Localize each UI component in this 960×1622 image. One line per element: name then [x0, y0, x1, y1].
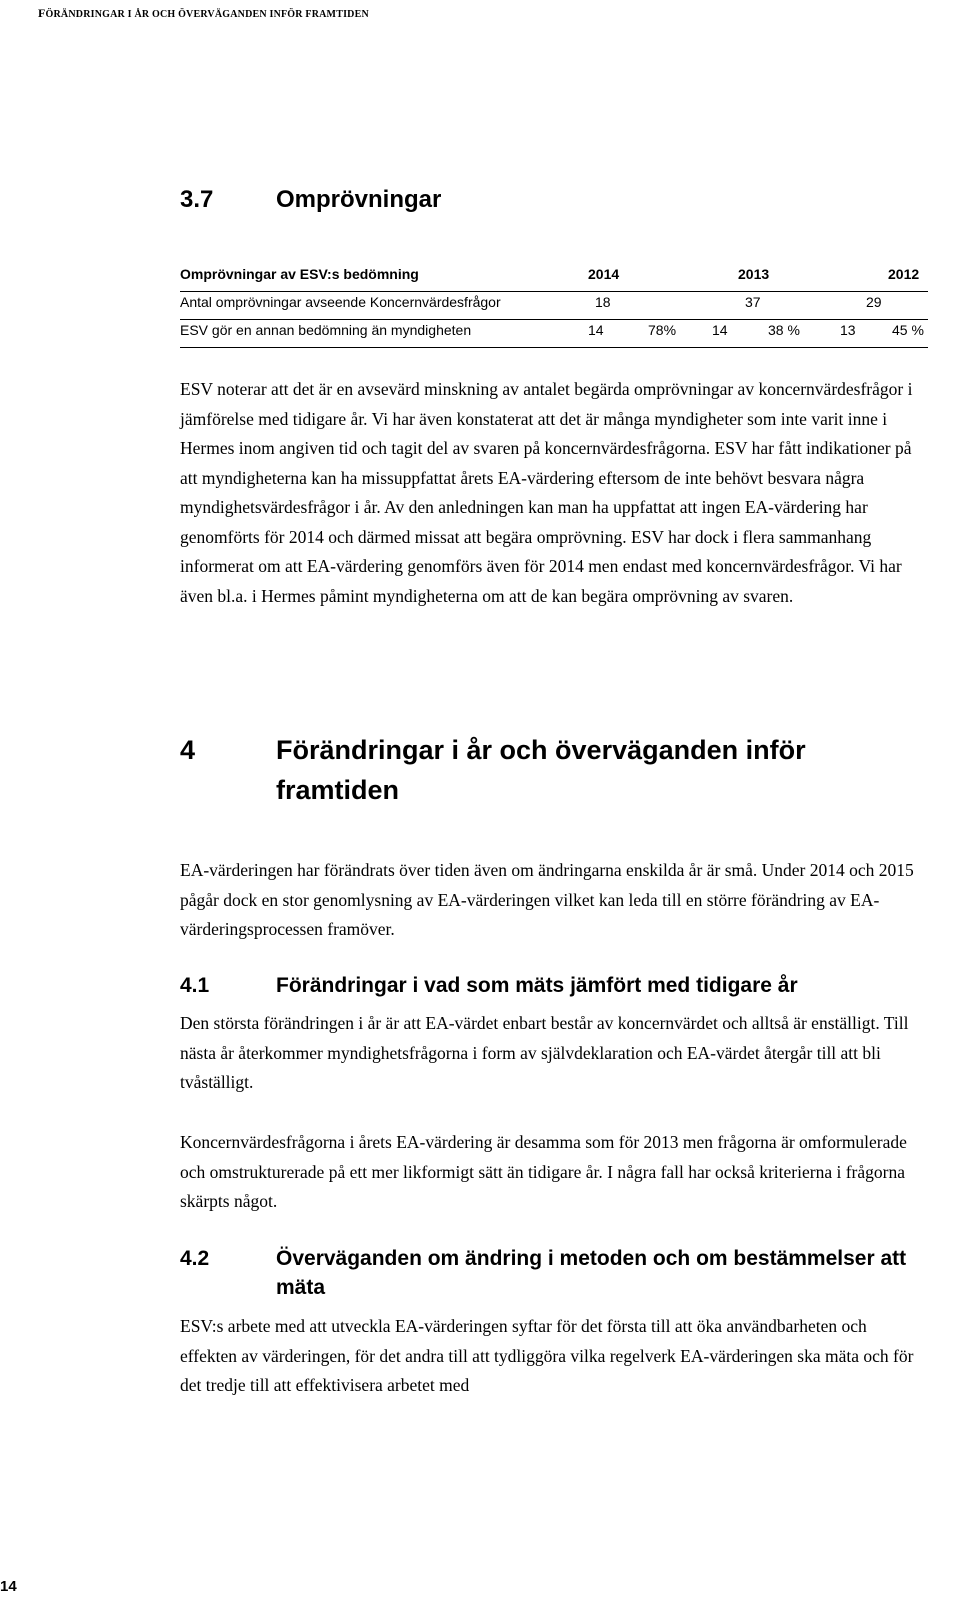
running-header	[38, 6, 369, 21]
table-header-row	[180, 264, 928, 292]
paragraph-esv-work: ESV:s arbete med att utveckla EA-värderingen syftar för det första till att öka användbarheten och effekten av värderingen, för det andra till att tydliggöra vilka regelverk EA-värderingen ska mäta och för det tredje till att effektivisera arbetet med	[180, 1316, 914, 1395]
section-number: 3.7	[180, 186, 214, 213]
table-cell: 78%	[648, 322, 677, 338]
chapter-heading-4	[180, 730, 920, 810]
section-title: Förändringar i vad som mäts jämfört med tidigare år	[276, 974, 798, 997]
table-header-year: 2012	[888, 266, 920, 282]
paragraph-group-questions: Koncernvärdesfrågorna i årets EA-värdering är desamma som för 2013 men frågorna är omformulerade och omstrukturerade på ett mer likformigt sätt än tidigare år. I några fall har också kriterierna i frågorna skärpts något.	[180, 1132, 907, 1211]
table-cell: 29	[866, 294, 882, 310]
running-header-text: ÖRÄNDRINGAR I ÅR OCH ÖVERVÄGANDEN INFÖR FRAMTIDEN	[45, 9, 369, 20]
paragraph-biggest-change: Den största förändringen i år är att EA-värdet enbart består av koncernvärdet och alltså är enställigt. Till nästa år återkommer myndighetsfrågorna i form av självdeklaration och EA-värdet återgår till att bli tvåställigt.	[180, 1013, 909, 1092]
section-title: Överväganden om ändring i metoden och om bestämmelser att mäta	[276, 1247, 907, 1299]
section-heading-3-7	[180, 186, 441, 214]
running-header-initial: F	[38, 6, 46, 20]
table-cell: 38 %	[768, 322, 800, 338]
table-cell: 13	[840, 322, 856, 338]
table-header-year: 2014	[588, 266, 620, 282]
table-row-label: Antal omprövningar avseende Koncernvärdesfrågor	[180, 294, 501, 310]
chapter-number: 4	[180, 735, 196, 765]
section-title: Omprövningar	[276, 186, 442, 213]
table-header-year: 2013	[738, 266, 770, 282]
paragraph-reviews: ESV noterar att det är en avsevärd minskning av antalet begärda omprövningar av koncernvärdesfrågor i jämförelse med tidigare år. Vi har även konstaterat att det är många myndigheter som inte varit inne i Hermes inom angiven tid och tagit del av svaren på koncernvärdesfrågorna. ESV har fått indikationer på att myndigheterna kan ha missuppfattat årets EA-värdering eftersom de inte behövt besvara några myndighetsvärdesfrågor i år. Av den anledningen kan man ha uppfattat att ingen EA-värdering har genomförts för 2014 och därmed missat att begära omprövning. ESV har dock i flera sammanhang informerat om att EA-värdering genomförs även för 2014 men endast med koncernvärdesfrågor. Vi har även bl.a. i Hermes påmint myndigheterna om att de kan begära omprövning av svaren.	[180, 379, 913, 606]
section-number: 4.2	[180, 1247, 210, 1270]
paragraph-intro-changes: EA-värderingen har förändrats över tiden även om ändringarna enskilda år är små. Under 2014 och 2015 pågår dock en stor genomlysning av EA-värderingen vilket kan leda till en större förändring av EA-värderingsprocessen framöver.	[180, 860, 914, 939]
chapter-title: Förändringar i år och överväganden inför framtiden	[276, 735, 806, 805]
section-heading-4-2	[180, 1244, 928, 1302]
table-row	[180, 292, 928, 320]
table-cell: 14	[588, 322, 604, 338]
reviews-table	[180, 264, 928, 348]
page-number: 14	[0, 1578, 17, 1595]
table-cell: 37	[745, 294, 761, 310]
table-row	[180, 320, 928, 348]
table-row-label: ESV gör en annan bedömning än myndigheten	[180, 322, 472, 338]
table-cell: 14	[712, 322, 728, 338]
section-heading-4-1	[180, 971, 928, 1000]
table-header-label: Omprövningar av ESV:s bedömning	[180, 266, 419, 282]
table-cell: 18	[595, 294, 611, 310]
section-number: 4.1	[180, 974, 210, 997]
table-cell: 45 %	[892, 322, 924, 338]
